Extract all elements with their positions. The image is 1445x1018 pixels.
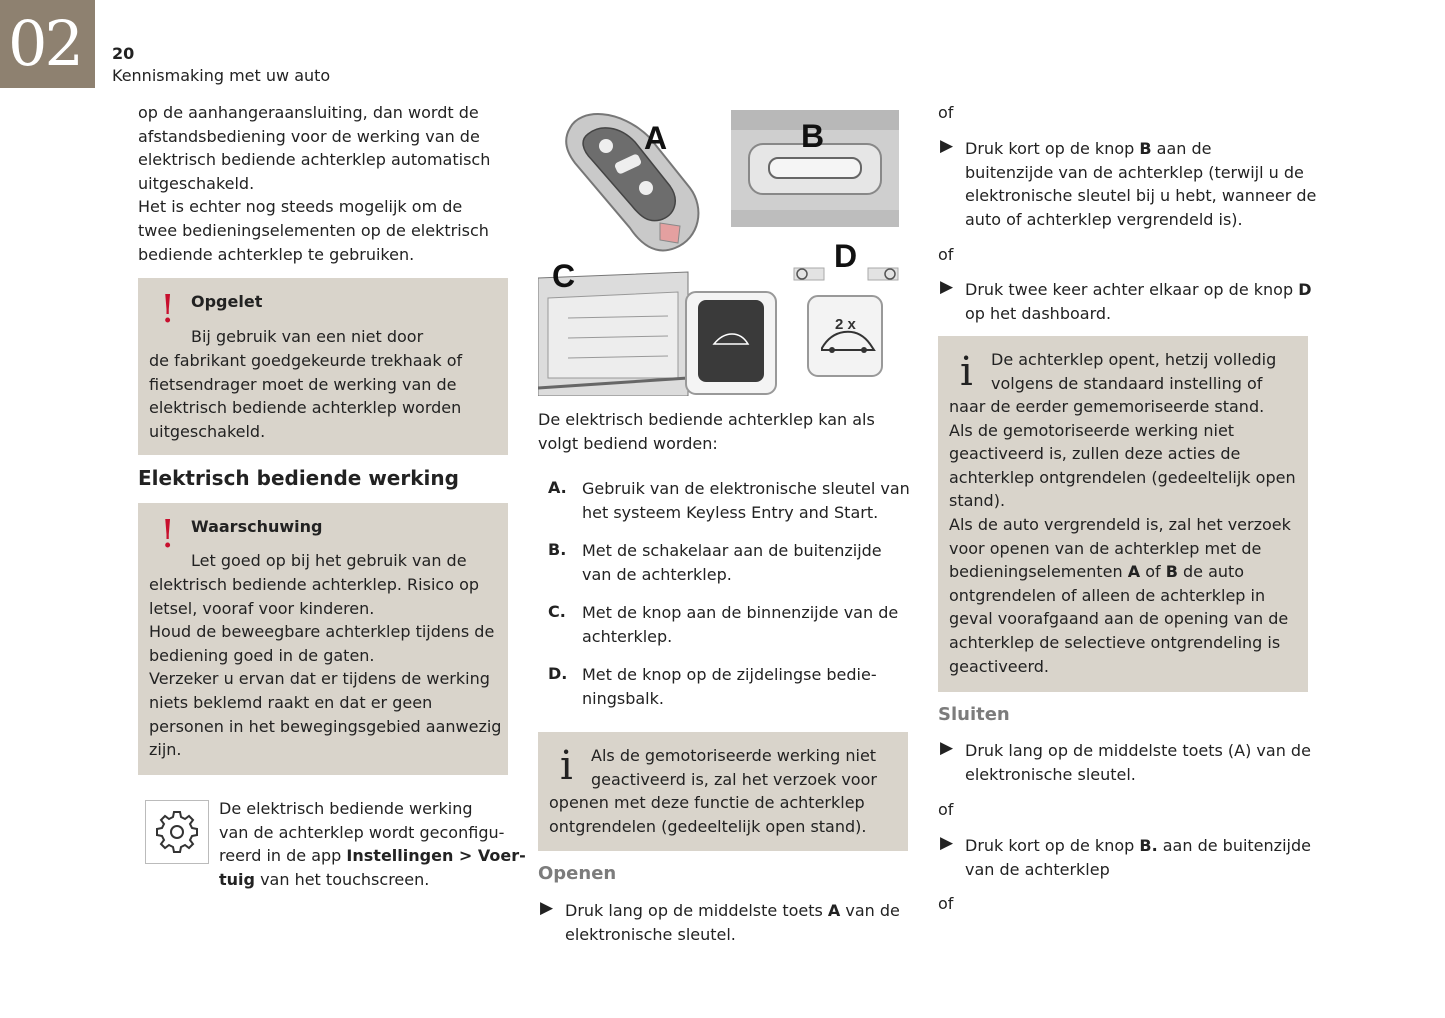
settings-gear-icon <box>145 800 209 864</box>
text-line: Als de auto vergrendeld is, zal het verzoek <box>949 514 1291 534</box>
text-span: A <box>827 901 841 920</box>
text-span: Druk kort op de knop <box>965 836 1140 855</box>
open-step <box>565 899 900 946</box>
text-line: niets beklemd raakt en dat er geen <box>149 692 433 712</box>
text-line: Gebruik van de elektronische sleutel van <box>582 479 910 498</box>
text-span: aan de <box>1151 139 1212 158</box>
inside-button-illustration <box>538 258 778 396</box>
text-line: elektronische sleutel. <box>565 924 736 944</box>
text-line: fietsendrager moet de werking van de <box>149 374 457 394</box>
text-line: afstandsbediening voor de werking van de <box>138 126 480 146</box>
text-line: op het dashboard. <box>965 303 1112 323</box>
text-line: De elektrisch bediende werking <box>219 799 473 818</box>
text-line: bediende achterklep te gebruiken. <box>138 244 415 264</box>
text-span: B <box>1165 562 1178 582</box>
text-span: B <box>1139 139 1152 158</box>
warning-title: Waarschuwing <box>191 517 323 536</box>
text-line: Met de knop aan de binnenzijde van de <box>582 603 899 622</box>
settings-note <box>219 797 526 891</box>
exclamation-icon: ! <box>160 512 176 556</box>
arrow-icon: ▶ <box>940 833 954 853</box>
text-line: volgens de standaard instelling of <box>991 374 1263 393</box>
text-line: uitgeschakeld. <box>149 421 266 441</box>
warning-body <box>149 573 501 762</box>
text-line: elektronische sleutel bij u hebt, wanneer de <box>965 186 1317 206</box>
text-span: van het touchscreen. <box>254 869 430 889</box>
or-text: of <box>938 894 954 913</box>
text-span: Druk kort op de knop <box>965 139 1140 158</box>
chapter-tab <box>0 0 95 88</box>
text-line: Als de gemotoriseerde werking niet <box>949 420 1235 440</box>
text-line: letsel, vooraf voor kinderen. <box>149 598 375 618</box>
caution-title: Opgelet <box>191 292 263 311</box>
double-press-label: 2 x <box>835 316 856 333</box>
text-span: A <box>1127 562 1141 582</box>
text-line: geval voorafgaand aan de opening van de <box>949 609 1289 629</box>
section-title: Elektrisch bediende werking <box>138 466 459 490</box>
text-line: buitenzijde van de achterklep (terwijl u de <box>965 162 1304 182</box>
text-line: van de achterklep <box>965 859 1110 879</box>
text-line: voor openen van de achterklep met de <box>949 538 1262 558</box>
text-line: ontgrendelen of alleen de achterklep in <box>949 585 1266 605</box>
text-line: van de achterklep. <box>582 564 732 584</box>
text-line: personen in het bewegingsgebied aanwezig <box>149 716 502 736</box>
or-text: of <box>938 800 954 819</box>
text-span: van de <box>840 901 900 920</box>
figure-label-d: D <box>834 238 858 274</box>
info-box <box>938 336 1308 692</box>
text-line <box>565 899 900 923</box>
close-heading: Sluiten <box>938 704 1010 725</box>
text-span: aan de buitenzijde <box>1157 836 1311 855</box>
arrow-icon: ▶ <box>940 738 954 758</box>
info-icon: i <box>960 349 973 395</box>
text-line: Verzeker u ervan dat er tijdens de werking <box>149 669 490 689</box>
arrow-icon: ▶ <box>940 277 954 297</box>
key-fob-icon <box>560 108 710 258</box>
arrow-icon: ▶ <box>940 136 954 156</box>
settings-path: tuig <box>219 869 255 889</box>
list-item <box>582 539 882 586</box>
text-line: de fabrikant goedgekeurde trekhaak of <box>149 351 463 370</box>
gear-icon <box>146 801 208 863</box>
text-line: van de achterklep wordt geconfigu- <box>219 822 505 842</box>
figure-label-c: C <box>552 258 576 294</box>
text-line: twee bedieningselementen op de elektrisch <box>138 220 489 240</box>
text-line: Houd de beweegbare achterklep tijdens de <box>149 622 495 642</box>
text-line: Bij gebruik van een niet door <box>191 327 424 346</box>
text-line: elektrisch bediende achterklep. Risico op <box>149 575 480 594</box>
text-span: reerd in de app <box>219 846 347 866</box>
page-title: Kennismaking met uw auto <box>112 66 331 85</box>
exclamation-icon: ! <box>160 287 176 331</box>
text-line: geactiveerd is, zullen deze acties de <box>949 444 1241 464</box>
text-line: Met de schakelaar aan de buitenzijde <box>582 541 882 560</box>
step-d <box>965 278 1311 325</box>
text-line <box>219 868 526 892</box>
caution-body <box>149 349 462 443</box>
text-line: De elektrisch bediende achterklep kan als <box>538 410 875 429</box>
page-number: 20 <box>112 44 135 63</box>
text-line <box>965 834 1311 858</box>
text-span: D <box>1298 280 1312 299</box>
text-line: op de aanhangeraansluiting, dan wordt de <box>138 103 479 122</box>
list-letter: B. <box>548 540 567 559</box>
key-fob-illustration <box>560 108 710 258</box>
text-line: auto of achterklep vergrendeld is). <box>965 209 1243 229</box>
list-letter: C. <box>548 602 566 621</box>
text-line: geactiveerd is, zal het verzoek voor <box>591 770 877 789</box>
step-b <box>965 137 1316 231</box>
text-line: ontgrendelen (gedeeltelijk open stand). <box>549 816 867 836</box>
open-heading: Openen <box>538 863 617 884</box>
text-line: zijn. <box>149 740 182 760</box>
text-line: stand). <box>949 491 1006 511</box>
text-line: openen met deze functie de achterklep <box>549 793 865 812</box>
info-box <box>538 732 908 851</box>
text-line <box>219 844 526 868</box>
text-span: de auto <box>1177 562 1245 582</box>
info-icon: i <box>560 743 573 789</box>
text-line: elektrisch bediende achterklep automatisch <box>138 150 491 170</box>
list-item <box>582 601 898 648</box>
dashboard-button-illustration <box>788 238 908 384</box>
text-line: Het is echter nog steeds mogelijk om de <box>138 197 463 217</box>
text-line: het systeem Keyless Entry and Start. <box>582 502 879 522</box>
text-line <box>965 278 1311 302</box>
list-item <box>582 663 877 710</box>
or-text: of <box>938 103 954 122</box>
arrow-icon: ▶ <box>540 898 554 918</box>
warning-box <box>138 503 508 775</box>
text-line <box>949 560 1296 584</box>
text-span: bedieningselementen <box>949 562 1128 582</box>
text-line: Als de gemotoriseerde werking niet <box>591 746 877 765</box>
text-line: ningsbalk. <box>582 688 664 708</box>
text-line: volgt bediend worden: <box>538 433 718 453</box>
info-body <box>549 791 866 838</box>
text-span: B. <box>1139 836 1158 855</box>
text-span: Druk lang op de middelste toets <box>565 901 828 920</box>
text-line: De achterklep opent, hetzij volledig <box>991 350 1277 369</box>
caution-box <box>138 278 508 455</box>
text-line: Met de knop op de zijdelingse bedie- <box>582 665 877 684</box>
chapter-number: 02 <box>8 7 81 80</box>
settings-path: Instellingen > Voer- <box>346 846 526 866</box>
text-line: Let goed op bij het gebruik van de <box>191 551 467 570</box>
text-line: Druk lang op de middelste toets (A) van de <box>965 741 1311 760</box>
text-line <box>965 137 1316 161</box>
text-span: of <box>1140 562 1166 582</box>
figure-label-a: A <box>644 120 668 156</box>
or-text: of <box>938 245 954 264</box>
text-line: achterklep. <box>582 626 673 646</box>
text-line: naar de eerder gememoriseerde stand. <box>949 397 1265 416</box>
text-line: achterklep de selectieve ontgrendeling is <box>949 632 1281 652</box>
list-letter: D. <box>548 664 568 683</box>
figure-label-b: B <box>801 118 825 154</box>
list-item <box>582 477 910 524</box>
intro-paragraph <box>138 101 490 266</box>
text-line: elektronische sleutel. <box>965 764 1136 784</box>
info-body <box>949 395 1296 678</box>
text-span: Druk twee keer achter elkaar op de knop <box>965 280 1299 299</box>
text-line: achterklep ontgrendelen (gedeeltelijk open <box>949 467 1296 487</box>
text-line: uitgeschakeld. <box>138 173 255 193</box>
operation-intro <box>538 408 875 455</box>
close-step <box>965 739 1311 786</box>
list-letter: A. <box>548 478 567 497</box>
close-step <box>965 834 1311 881</box>
text-line: geactiveerd. <box>949 656 1050 676</box>
outside-switch-illustration <box>731 110 899 227</box>
text-line: elektrisch bediende achterklep worden <box>149 398 462 418</box>
text-line: bediening goed in de gaten. <box>149 645 375 665</box>
